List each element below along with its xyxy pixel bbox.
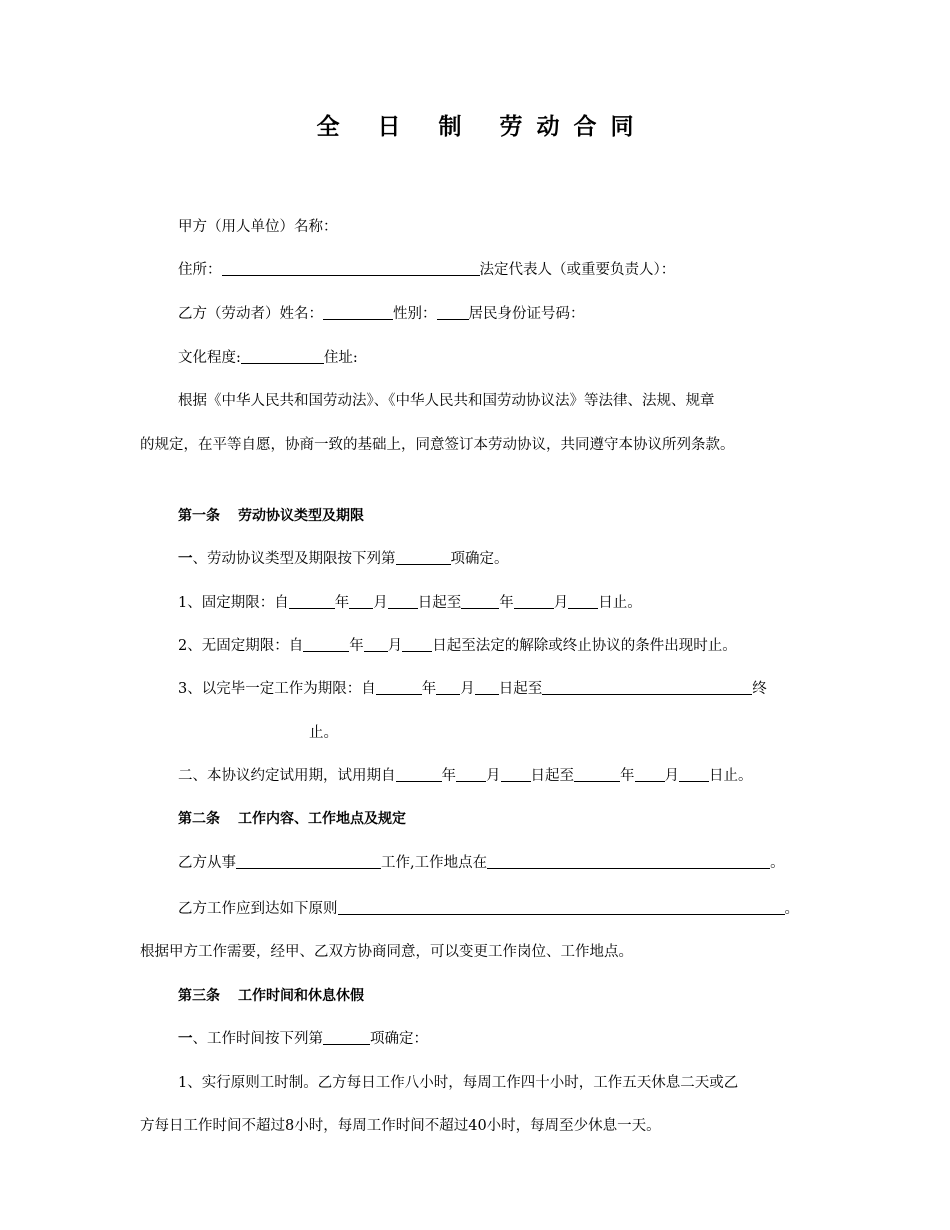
gender-label: 性别： — [393, 306, 437, 322]
date-blank — [461, 593, 499, 609]
item-dash: 一 — [178, 1031, 193, 1047]
month-label: 月 — [460, 681, 475, 697]
legal-rep-label: 法定代表人（或重要负责人）： — [479, 262, 676, 278]
work-place-label: 工作,工作地点在 — [381, 855, 488, 871]
work-hours-text: 、工作时间按下列第 — [192, 1031, 323, 1047]
title-char: 同 — [610, 114, 634, 140]
date-blank — [303, 636, 349, 652]
preamble-line-2: 的规定，在平等自愿，协商一致的基础上，同意签订本劳动协议，共同遵守本协议所列条款。 — [140, 437, 735, 453]
document-title — [0, 112, 950, 142]
id-number-label: 居民身份证号码： — [468, 306, 585, 322]
place-blank — [487, 853, 770, 869]
party-a-label: 甲方（用人单位）名称： — [178, 219, 338, 235]
date-blank — [635, 766, 665, 782]
date-blank — [349, 593, 373, 609]
fixed-term-line — [178, 592, 642, 614]
task-end-char: 终 — [752, 681, 767, 697]
education-blank — [241, 348, 324, 364]
date-blank — [376, 679, 422, 695]
month-label: 月 — [486, 768, 501, 784]
task-term-end: 止。 — [309, 725, 338, 741]
contract-type-end: 项确定。 — [450, 551, 509, 567]
contract-type-line — [178, 548, 509, 570]
article-number: 第二条 — [178, 811, 220, 827]
principle-label: 乙方工作应到达如下原则 — [178, 901, 338, 917]
task-blank — [542, 679, 752, 695]
date-blank — [456, 766, 486, 782]
title-char: 全 — [316, 114, 340, 140]
work-label: 乙方从事 — [178, 855, 236, 871]
date-blank — [514, 593, 554, 609]
principle-line — [178, 898, 799, 920]
education-line — [178, 347, 358, 369]
title-char: 合 — [573, 114, 597, 140]
year-label: 年 — [334, 595, 350, 611]
standard-hours-line-1: 1、实行原则工时制。乙方每日工作八小时，每周工作四十小时，工作五天休息二天或乙 — [178, 1075, 739, 1091]
day-from-label: 日起至 — [530, 768, 574, 784]
contract-type-text: 、劳动协议类型及期限按下列第 — [192, 551, 396, 567]
month-label: 月 — [387, 638, 403, 654]
date-blank — [574, 766, 620, 782]
title-char: 日 — [377, 114, 401, 140]
preamble-line-1: 根据《中华人民共和国劳动法》、《中华人民共和国劳动协议法》等法律、法规、规章 — [178, 393, 715, 409]
open-term-label: 2、无固定期限：自 — [178, 638, 304, 654]
title-char: 劳 — [499, 114, 523, 140]
year-label: 年 — [421, 681, 437, 697]
task-term-label: 3、以完毕一定工作为期限：自 — [178, 681, 376, 697]
name-blank — [323, 304, 393, 320]
day-from-label: 日起至 — [417, 595, 462, 611]
date-blank — [388, 593, 418, 609]
education-label: 文化程度: — [178, 350, 241, 366]
party-a-line — [178, 216, 338, 238]
month-label: 月 — [553, 595, 569, 611]
job-blank — [236, 853, 381, 869]
probation-line — [178, 765, 753, 787]
month-label: 月 — [664, 768, 679, 784]
work-content-line — [178, 852, 785, 874]
address-label: 住所： — [178, 262, 222, 278]
open-term-end: 日起至法定的解除或终止协议的条件出现时止。 — [432, 638, 737, 654]
title-char: 制 — [438, 114, 462, 140]
date-blank — [396, 766, 442, 782]
work-hours-end: 项确定： — [370, 1031, 428, 1047]
principle-blank — [338, 899, 785, 915]
party-b-line — [178, 303, 585, 325]
standard-hours-line-2: 方每日工作时间不超过8小时，每周工作时间不超过40小时，每周至少休息一天。 — [140, 1118, 661, 1134]
article-number: 第一条 — [178, 508, 220, 524]
party-b-name-label: 乙方（劳动者）姓名： — [178, 306, 323, 322]
period: 。 — [770, 855, 785, 871]
change-line: 根据甲方工作需要，经甲、乙双方协商同意，可以变更工作岗位、工作地点。 — [140, 944, 633, 960]
article-title: 工作时间和休息休假 — [238, 988, 364, 1004]
task-term-line — [178, 678, 767, 700]
work-hours-line — [178, 1028, 428, 1050]
item-dash: 一 — [178, 551, 193, 567]
article-3-heading — [178, 985, 364, 1007]
year-label: 年 — [441, 768, 456, 784]
title-char: 动 — [536, 114, 560, 140]
day-end-label: 日止。 — [709, 768, 753, 784]
date-blank — [679, 766, 709, 782]
address-blank — [222, 260, 480, 276]
date-blank — [475, 679, 499, 695]
month-label: 月 — [373, 595, 388, 611]
period: 。 — [784, 901, 799, 917]
year-label: 年 — [349, 638, 364, 654]
address-line — [178, 259, 675, 281]
day-from-label: 日起至 — [498, 681, 543, 697]
date-blank — [364, 636, 388, 652]
article-number: 第三条 — [178, 988, 220, 1004]
year-label: 年 — [499, 595, 514, 611]
date-blank — [501, 766, 531, 782]
article-1-heading — [178, 505, 364, 527]
article-title: 劳动协议类型及期限 — [238, 508, 364, 524]
year-label: 年 — [620, 768, 635, 784]
fixed-term-label: 1、固定期限：自 — [178, 595, 289, 611]
option-blank — [323, 1029, 370, 1045]
gender-blank — [437, 304, 469, 320]
day-end-label: 日止。 — [598, 595, 642, 611]
date-blank — [568, 593, 598, 609]
option-blank — [396, 549, 451, 565]
date-blank — [402, 636, 432, 652]
date-blank — [436, 679, 460, 695]
article-2-heading — [178, 808, 406, 830]
open-term-line — [178, 635, 737, 657]
date-blank — [289, 593, 335, 609]
probation-label: 二、本协议约定试用期，试用期自 — [178, 768, 396, 784]
article-title: 工作内容、工作地点及规定 — [238, 811, 406, 827]
home-label: 住址: — [323, 350, 358, 366]
